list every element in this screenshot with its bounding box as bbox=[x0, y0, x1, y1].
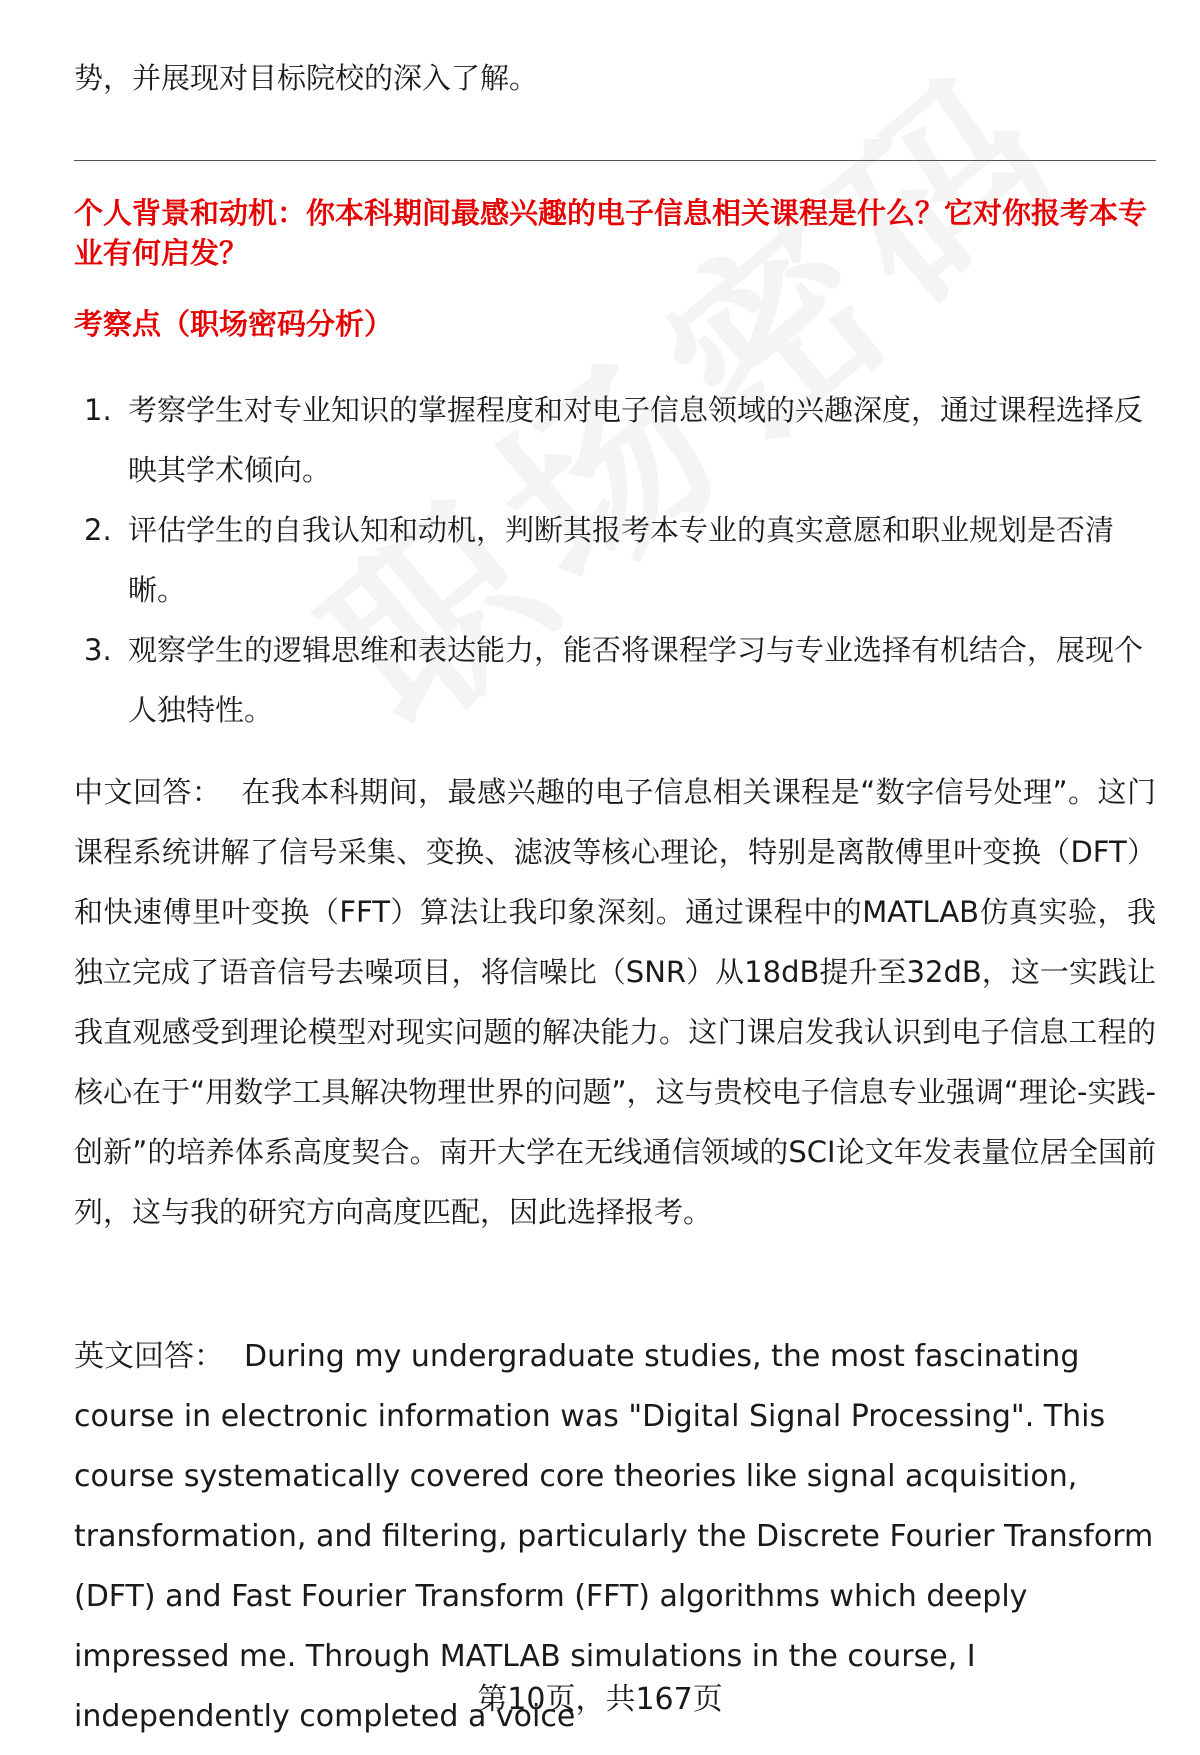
list-item bbox=[74, 500, 1156, 620]
list-number: 2. bbox=[84, 513, 112, 547]
lead-text: 势，并展现对目标院校的深入了解。 bbox=[74, 61, 539, 95]
list-item bbox=[74, 620, 1156, 740]
list-number: 3. bbox=[84, 633, 112, 667]
answer-text: 在我本科期间，最感兴趣的电子信息相关课程是“数字信号处理”。这门课程系统讲解了信号采集、变换、滤波等核心理论，特别是离散傅里叶变换（DFT）和快速傅里叶变换（FFT）算法让我印象深刻。通过课程中的MATLAB仿真实验，我独立完成了语音信号去噪项目，将信噪比（SNR）从18dB提升至32dB，这一实践让我直观感受到理论模型对现实问题的解决能力。这门课启发我认识到电子信息工程的核心在于“用数学工具解决物理世界的问题”，这与贵校电子信息专业强调“理论-实践-创新”的培养体系高度契合。南开大学在无线通信领域的SCI论文年发表量位居全国前列，这与我的研究方向高度匹配，因此选择报考。 bbox=[74, 775, 1156, 1229]
section-title: 考察点（职场密码分析） bbox=[74, 307, 394, 341]
analysis-points bbox=[74, 380, 1156, 740]
list-text: 评估学生的自我认知和动机，判断其报考本专业的真实意愿和职业规划是否清晰。 bbox=[128, 513, 1115, 607]
question-heading: 个人背景和动机：你本科期间最感兴趣的电子信息相关课程是什么？它对你报考本专业有何启发？ bbox=[74, 196, 1148, 270]
list-number: 1. bbox=[84, 393, 112, 427]
answer-label: 中文回答： bbox=[74, 775, 222, 809]
answer-text: During my undergraduate studies, the most fascinating course in electronic information was "Digital Signal Processing". This course systematically covered core theories like signal acquisition, transformation, and filtering, particularly the Discrete Fourier Transform (DFT) and Fast Fourier Transform (FFT) algorithms which deeply impressed me. Through MATLAB simulations in the course, I independently completed a voice bbox=[74, 1339, 1154, 1734]
answer-label: 英文回答： bbox=[74, 1339, 224, 1374]
list-text: 考察学生对专业知识的掌握程度和对电子信息领域的兴趣深度，通过课程选择反映其学术倾向。 bbox=[128, 393, 1144, 487]
divider bbox=[74, 160, 1156, 161]
document-page bbox=[74, 0, 1156, 1755]
list-item bbox=[74, 380, 1156, 500]
page-number: 第10页，共167页 bbox=[477, 1682, 723, 1717]
list-text: 观察学生的逻辑思维和表达能力，能否将课程学习与专业选择有机结合，展现个人独特性。 bbox=[128, 633, 1144, 727]
answer-chinese bbox=[74, 762, 1156, 1242]
